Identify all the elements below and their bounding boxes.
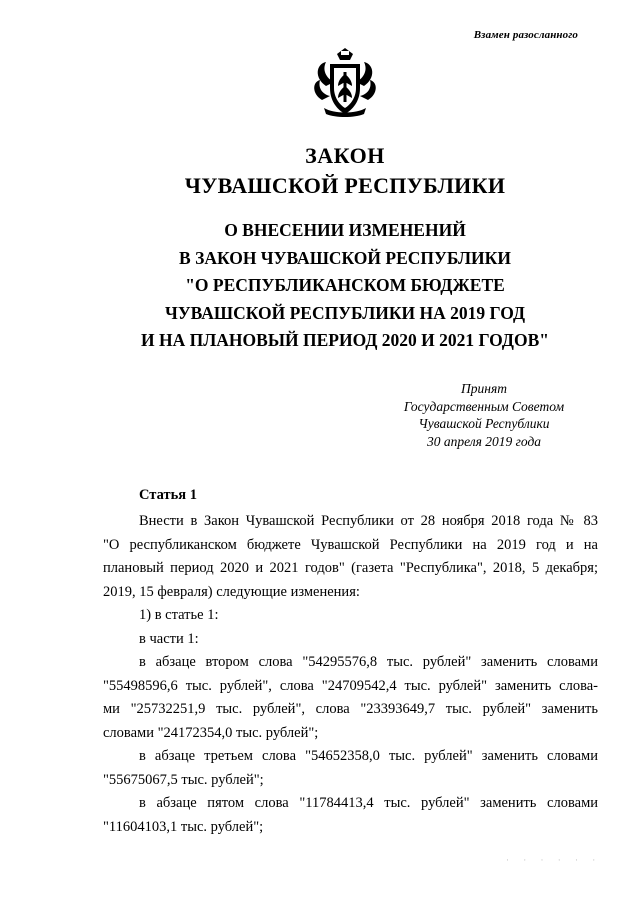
- body-line: "11604103,1 тыс. рублей";: [103, 818, 264, 835]
- subtitle-line: И НА ПЛАНОВЫЙ ПЕРИОД 2020 И 2021 ГОДОВ": [141, 330, 549, 350]
- body-line: плановый период 2020 и 2021 годов" (газета "Республика", 2018, 5 декабря;: [103, 560, 598, 576]
- body-line: "55498596,6 тыс. рублей", слова "24709542,4 тыс. рублей" заменить слова-: [103, 677, 598, 694]
- law-subtitle: [0, 217, 640, 355]
- scan-artifact: · · · · · ·: [506, 855, 602, 865]
- body-line: словами "24172354,0 тыс. рублей";: [103, 724, 319, 741]
- body-line: "О республиканском бюджете Чувашской Республики на 2019 год и на: [103, 536, 598, 553]
- subtitle-line: В ЗАКОН ЧУВАШСКОЙ РЕСПУБЛИКИ: [179, 247, 511, 268]
- adoption-line: Чувашской Республики: [418, 416, 550, 431]
- chuvash-coat-of-arms-icon: [312, 48, 378, 118]
- article-body: [103, 510, 598, 839]
- body-line: 2019, 15 февраля) следующие изменения:: [103, 583, 360, 600]
- body-line: "55675067,5 тыс. рублей";: [103, 771, 264, 788]
- body-line: ми "25732251,9 тыс. рублей", слова "23393649,7 тыс. рублей" заменить: [103, 701, 598, 717]
- law-republic-title: ЧУВАШСКОЙ РЕСПУБЛИКИ: [184, 173, 506, 198]
- adoption-line: Принят: [461, 381, 507, 396]
- body-line: в абзаце втором слова "54295576,8 тыс. рублей" заменить словами: [139, 654, 598, 670]
- subtitle-line: О ВНЕСЕНИИ ИЗМЕНЕНИЙ: [224, 220, 466, 240]
- subtitle-line: "О РЕСПУБЛИКАНСКОМ БЮДЖЕТЕ: [185, 275, 505, 295]
- body-line: в части 1:: [139, 630, 199, 647]
- body-line: в абзаце пятом слова "11784413,4 тыс. рублей" заменить словами: [139, 795, 598, 811]
- header-note: Взамен разосланного: [473, 29, 578, 41]
- body-line: 1) в статье 1:: [139, 607, 219, 623]
- adoption-line: Государственным Советом: [403, 398, 565, 414]
- adoption-note: [402, 380, 566, 450]
- law-title: ЗАКОН: [305, 143, 385, 168]
- body-line: в абзаце третьем слова "54652358,0 тыс. рублей" заменить словами: [139, 748, 598, 764]
- adoption-date: 30 апреля 2019 года: [426, 433, 542, 449]
- subtitle-line: ЧУВАШСКОЙ РЕСПУБЛИКИ НА 2019 ГОД: [165, 302, 525, 323]
- article-heading: Статья 1: [139, 487, 197, 503]
- body-line: Внести в Закон Чувашской Республики от 28 ноября 2018 года № 83: [139, 513, 598, 529]
